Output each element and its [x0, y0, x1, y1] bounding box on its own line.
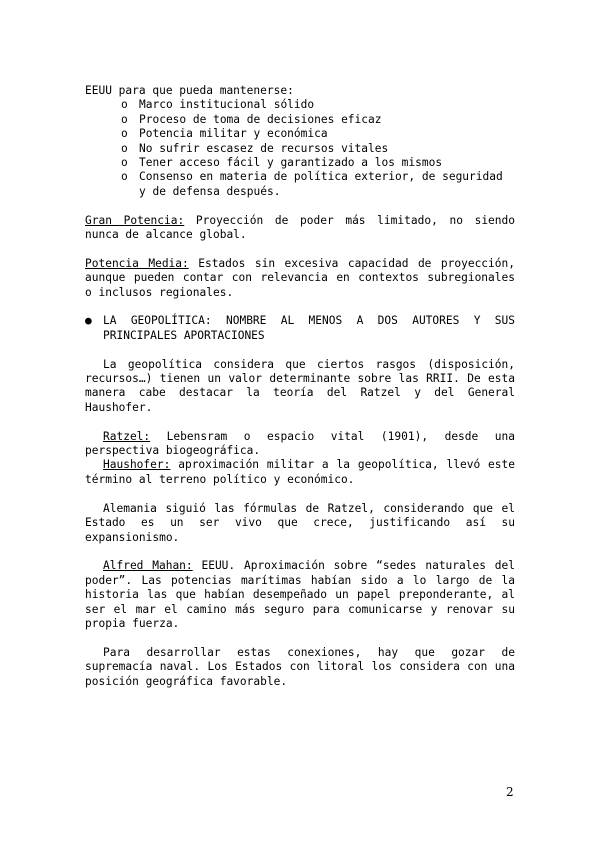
haushofer-paragraph: Haushofer: aproximación militar a la geopolítica, llevó este término al terreno político y económico.	[85, 458, 515, 486]
circle-bullet-icon: o	[121, 98, 128, 112]
list-item: o No sufrir escasez de recursos vitales	[121, 141, 389, 155]
list-item: o Proceso de toma de decisiones eficaz	[121, 112, 382, 126]
circle-bullet-icon: o	[121, 127, 128, 141]
naval-paragraph: Para desarrollar estas conexiones, hay que gozar de supremacía naval. Los Estados con litoral los considera con una posición geográfica favorable.	[85, 645, 515, 688]
list-item: o Potencia militar y económica	[121, 127, 328, 141]
mahan-term: Alfred Mahan:	[103, 559, 193, 573]
list-item: o Marco institucional sólido	[121, 98, 315, 112]
geopolitics-intro-paragraph: La geopolítica considera que ciertos rasgos (disposición, recursos…) tienen un valor determinante sobre las RRII. De esta manera cabe destacar la teoría del Ratzel y del General Haushofer.	[85, 357, 515, 414]
gran-potencia-term: Gran Potencia:	[85, 213, 185, 227]
circle-bullet-icon: o	[121, 112, 128, 126]
circle-bullet-icon: o	[121, 156, 128, 170]
gran-potencia-paragraph: Gran Potencia: Proyección de poder más limitado, no siendo nunca de alcance global.	[85, 213, 515, 242]
intro-line: EEUU para que pueda mantenerse:	[85, 84, 294, 97]
page-number: 2	[506, 785, 514, 799]
potencia-media-term: Potencia Media:	[85, 256, 189, 270]
circle-bullet-icon: o	[121, 170, 128, 184]
haushofer-term: Haushofer:	[103, 458, 171, 472]
page-content	[85, 84, 515, 689]
mahan-paragraph: Alfred Mahan: EEUU. Aproximación sobre “sedes naturales del poder”. Las potencias marítimas habían sido a lo largo de la historia las que habían desempeñado un papel preponderante, al ser el mar el camino más seguro para comunicarse y renovar su propia fuerza.	[85, 559, 515, 630]
requirements-list	[85, 98, 515, 199]
ratzel-paragraph: Ratzel: Lebensram o espacio vital (1901), desde una perspectiva biogeográfica.	[85, 429, 515, 458]
list-item: o Tener acceso fácil y garantizado a los mismos	[121, 156, 443, 170]
bullet-icon: ●	[85, 314, 92, 328]
list-item: o Consenso en materia de política exterior, de seguridad y de defensa después.	[121, 170, 503, 198]
ratzel-term: Ratzel:	[103, 429, 151, 443]
section-heading: ● LA GEOPOLÍTICA: NOMBRE AL MENOS A DOS AUTORES Y SUS PRINCIPALES APORTACIONES	[85, 314, 515, 342]
circle-bullet-icon: o	[121, 141, 128, 155]
potencia-media-paragraph: Potencia Media: Estados sin excesiva capacidad de proyección, aunque pueden contar con relevancia en contextos subregionales o inclusos regionales.	[85, 256, 515, 299]
alemania-paragraph: Alemania siguió las fórmulas de Ratzel, considerando que el Estado es un ser vivo que crece, justificando así su expansionismo.	[85, 501, 515, 544]
